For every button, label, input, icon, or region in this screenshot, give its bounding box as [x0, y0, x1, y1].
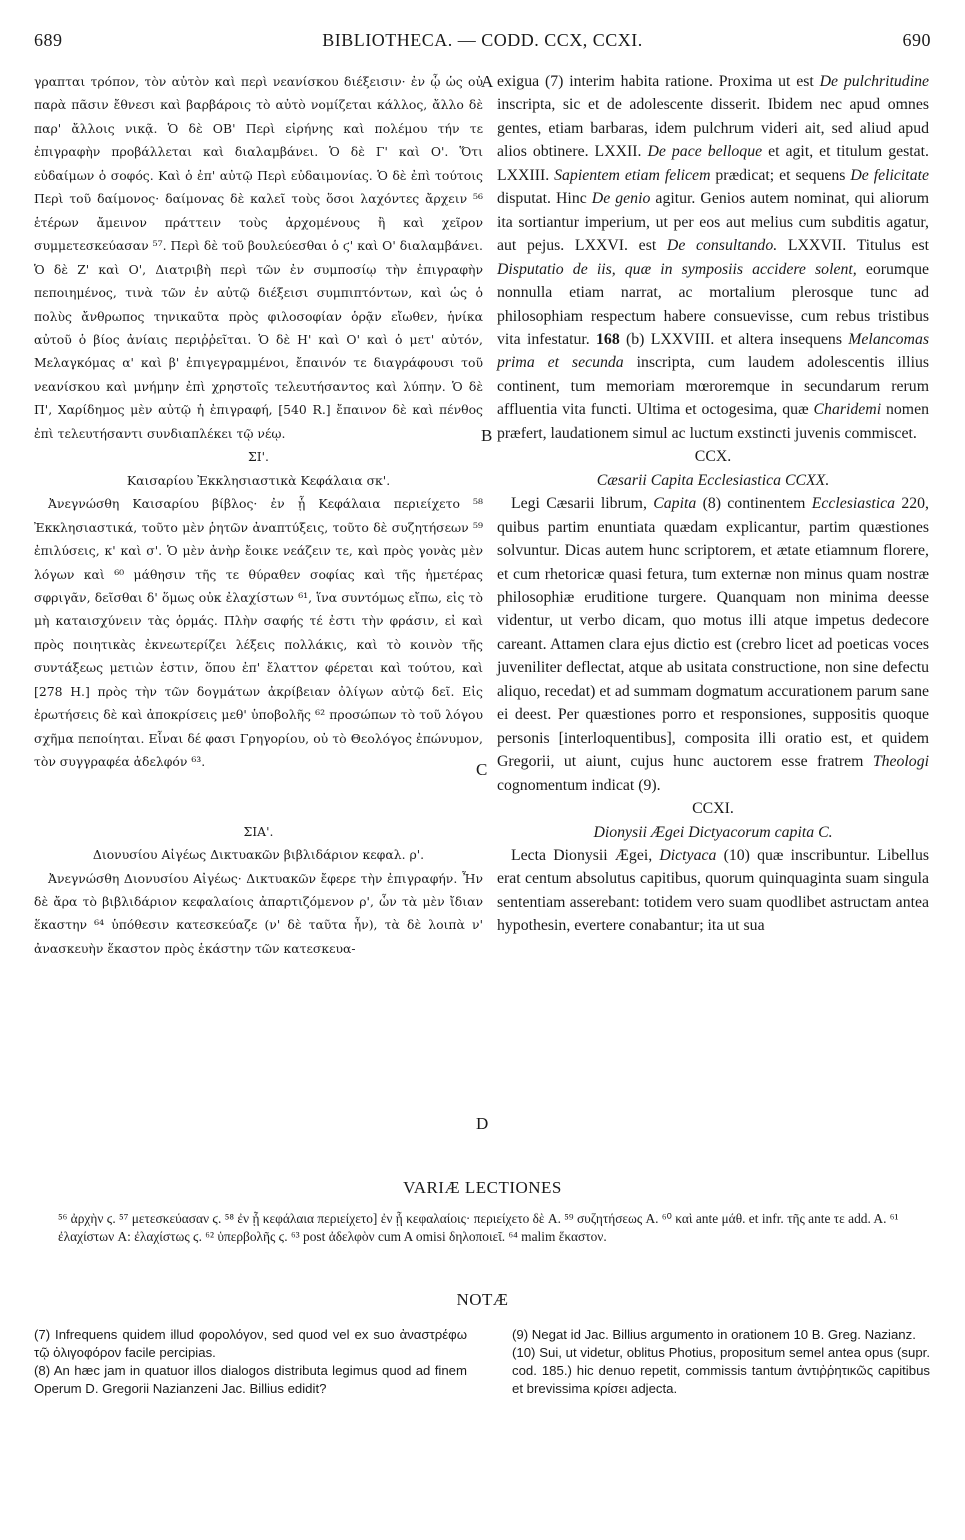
title-italic: De pace belloque	[647, 143, 763, 161]
title-italic: Dictyaca	[659, 846, 717, 864]
text-run: LXXVII. Titulus est	[777, 237, 929, 255]
title-italic: De felicitate	[850, 166, 929, 184]
greek-section-number-211: ΣΙΑ'.	[243, 823, 274, 839]
page-number-left: 689	[34, 30, 63, 50]
text-run: disputat. Hinc	[497, 190, 592, 208]
title-italic: Disputatio de iis, quæ in symposiis accidere solent,	[497, 260, 857, 278]
title-italic: De genio	[591, 190, 651, 208]
variae-lectiones-heading: VARIÆ LECTIONES	[403, 1178, 562, 1197]
latin-paragraph-2	[497, 492, 929, 797]
margin-marker-d: D	[476, 1114, 489, 1133]
greek-paragraph-3: Ἀνεγνώσθη Διονυσίου Αἰγέως· Δικτυακῶν ἔφερε τὴν ἐπιγραφήν. Ἦν δὲ ἄρα τὸ βιβλιδάριον κεφαλαίοις ἀπαρτιζόμενον ρ', ὧν τὰ μὲν ἴδιαν ἕκαστην ⁶⁴ ὑπόθεσιν κατεσκεύαζε (ν' δὲ ταῦτα ἦν), τὰ δὲ λοιπὰ ν' ἀνασκευὴν ἕκαστον πρὸς ἑκάστην τῶν κατεσκευα-	[34, 870, 483, 956]
greek-paragraph-2: Ἀνεγνώσθη Καισαρίου βίβλος· ἐν ᾗ Κεφάλαια περιείχετο ⁵⁸ Ἐκκλησιαστικά, τοῦτο μὲν ῥητῶν ἀναπτύξεις, τοῦτο δὲ συζητήσεων ⁵⁹ ἐπιλύσεις, κ' καὶ σ'. Ὁ μὲν ἀνὴρ ἔοικε νεάζειν τε, καὶ πρὸς γονὰς μὲν λόγων καὶ ⁶⁰ μάθησιν τῆς τε θύραθεν σοφίας καὶ τῆς ἡμετέρας σφριγᾶν, δεῖσθαι δ' ὅμως οὐκ ἐλαχίστων ⁶¹, ἵνα συντόμως εἴπω, εἰς τὸ μὴ καταισχύνειν τὰς ὁρμάς. Πλὴν σαφής τέ ἐστι τὴν φράσιν, εἰ καὶ πρὸς ποιητικὰς ἐκνεωτερίζει λέξεις πολλάκις, καὶ τὸ κοινὸν τῆς συντάξεως μετιὼν ἐστιν, ὅπου ἐπ' ἔλαττον φέρεται καὶ τούτου, καὶ [278 H.] πρὸς τὴν τῶν δογμάτων ἀκρίβειαν ὀλίγων αὐτῷ δεῖ. Εἰς ἐρωτήσεις δὲ καὶ ἀποκρίσεις μεθ' ὑποβολῆς ⁶² προσώπων τὸ τοῦ λόγου σχῆμα πεποίηται. Εἶναι δέ φασι Γρηγορίου, οὐ τὸ Θεολόγος ἐπώνυμον, τὸν συγγραφέα ἀδελφόν ⁶³.	[34, 496, 483, 770]
margin-marker-c: C	[476, 760, 488, 779]
title-italic: Sapientem etiam felicem	[554, 166, 711, 184]
text-run: nomen præfert, laudationem simul ac luctum exstincti juvenis commiscet.	[497, 401, 929, 442]
greek-section-number-210: ΣΙ'.	[248, 449, 269, 465]
page-number-right: 690	[902, 30, 931, 50]
text-run: eorumque nonnulla etiam narrat, ac mortalium plerosque tunc ad philosophiam respectum habere consuevisse, cum rebus tristibus vita infestatur.	[497, 260, 929, 348]
running-title: BIBLIOTHECA. — CODD. CCX, CCXI.	[322, 30, 643, 50]
page-header	[34, 30, 931, 60]
notes-left-column	[34, 1326, 467, 1398]
text-run: et agit, et titulum gestat. LXXIII.	[497, 143, 929, 184]
greek-section-title-210: Καισαρίου Ἐκκλησιαστικὰ Κεφάλαια σκ'.	[126, 472, 391, 488]
title-italic: Capita	[653, 495, 697, 513]
note-9: (9) Negat id Jac. Billius argumento in orationem 10 B. Greg. Nazianz.	[512, 1327, 916, 1342]
text-run: cognomentum indicat (9).	[497, 776, 661, 794]
variae-lectiones-body: ⁵⁶ ἀρχὴν ϛ. ⁵⁷ μετεσκεύασαν ϛ. ⁵⁸ ἐν ᾗ κεφάλαια περιείχετο] ἐν ᾗ κεφαλαίοις· περιείχετο δὲ A. ⁵⁹ συζητήσεως A. ⁶⁰ καὶ ante μάθ. et infr. τῆς ante τε add. A. ⁶¹ ἐλαχίστων A: ἐλαχίστως ϛ. ⁶² ὑπερβολῆς ϛ. ⁶³ post ἀδελφὸν cum A omisi δηλοποιεῖ. ⁶⁴ malim ἕκαστον.	[58, 1211, 899, 1244]
margin-marker-b: B	[481, 426, 493, 445]
text-run: (b) LXXVIII. et altera insequens	[619, 330, 849, 348]
greek-section-title-211: Διονυσίου Αἰγέως Δικτυακῶν βιβλιδάριον κεφαλ. ρ'.	[92, 847, 425, 863]
text-run: prædicat; et sequens	[710, 166, 851, 184]
greek-column	[34, 70, 483, 960]
title-italic: De pulchritudine	[819, 73, 929, 90]
text-run: (8) continentem	[696, 495, 812, 513]
latin-column	[497, 70, 929, 938]
title-italic: De consultando.	[666, 237, 778, 255]
greek-paragraph-1: γραπται τρόπον, τὸν αὐτὸν καὶ περὶ νεανίσκου διέξεισιν· ἐν ᾧ ὡς οὐ παρὰ πᾶσιν ἔθνεσι καὶ βαρβάροις τὸ αὐτὸ νομίζεται κάλλος, ἄλλο δὲ παρ' ἄλλοις νικᾷ. Ὁ δὲ ΟΒ' Περὶ εἰρήνης καὶ πολέμου τήν τε ἐπιγραφὴν προβάλλεται καὶ διαλαμβάνει. Ὁ δὲ Γ' καὶ Ο'. Ὅτι εὐδαίμων ὁ σοφός. Καὶ ὁ ἐπ' αὐτῷ Περὶ εὐδαιμονίας. Ὁ δὲ ἐπὶ τούτοις Περὶ τοῦ δαίμονος· δαίμονας δὲ καλεῖ τοὺς ὅσοι λαχόντες ἄρχειν ⁵⁶ ἑτέρων ἄμεινον πράττειν τοὺς ἀρχομένους ἢ καὶ χεῖρον συμμετεσκεύασαν ⁵⁷. Περὶ δὲ τοῦ βουλεύεσθαι ὁ ϛ' καὶ Ο' διαλαμβάνει. Ὁ δὲ Ζ' καὶ Ο', Διατριβὴ περὶ τῶν ἐν συμποσίῳ τὴν ἐπιγραφὴν πεποιημένος, τινὰ τῶν ἐν αὐτῷ διέξεισι συμπιπτόντων, καὶ ὡς ὁ πολὺς ἄνθρωπος τηνικαῦτα πρὸς φιλοσοφίαν ὁρᾷν εἴωθεν, ἡνίκα αὐτοῦ ὁ βίος ἀνίαις περιῤῥεῖται. Ὁ δὲ Η' καὶ Ο' καὶ ὁ μετ' αὐτόν, Μελαγκόμας α' καὶ β' ἐπιγεγραμμένοι, ἔπαινόν τε διαγράφουσι τοῦ νεανίσκου καὶ μνήμην ἐπὶ χρηστοῖς τελευτήσαντος καὶ λύπην. Ὁ δὲ Π', Χαρίδημος μὲν αὐτῷ ἡ ἐπιγραφή, [540 R.] ἔπαινον δὲ καὶ πένθος ἐπὶ τελευτήσαντι συνδιαπλέκει τῷ νέῳ.	[34, 74, 483, 441]
text-run: 220, quibus partim enuntiata quædam explicantur, partim quæstiones solvuntur. Dicas autem hunc scriptorem, et ætate etiamnum florere, et cum rhetoricæ quasi fetura, tum externæ non minus quam nostræ philosophiæ eruditione turgere. Quanquam non minima deesse videntur, ut verbo dicam, quo motus illi atque impetus dedecore careant. Attamen clara ejus dictio est (crebro licet ad poeticas voces juveniliter deflectat, atque ab usitata constructione, non sine defectu aliquo, recedat) et ad summam dogmatum accurationem parum sane ei deest. Per quæstiones porro et responsiones, suppositis quoque personis [interloquentibus], composita illi oratio est, et quidem Gregorii, ut aiunt, cujus hunc auctorem esse fratrem	[497, 495, 930, 771]
text-run: agitur. Genios autem nominat, qui aliorum ita sortiantur imperium, ut per eos aut melius cum subditis agatur, aut pejus. LXXVI. est	[497, 190, 930, 255]
notae-heading: NOTÆ	[456, 1290, 509, 1309]
title-italic: Charidemi	[813, 401, 882, 419]
notes-right-column	[512, 1326, 930, 1398]
note-7: (7) Infrequens quidem illud φορολόγον, sed quod vel ex suo ἀναστρέφω τῷ ὀλιγοφόρον facile percipias.	[34, 1327, 467, 1360]
latin-paragraph-1	[497, 70, 929, 445]
margin-marker-a: A	[481, 72, 494, 91]
latin-paragraph-3	[497, 844, 929, 938]
text-run: Lecta Dionysii Ægei,	[511, 846, 660, 864]
note-8: (8) An hæc jam in quatuor illos dialogos distributa legimus quod ad finem Operum D. Gregorii Nazianzeni Jac. Billius edidit?	[34, 1363, 467, 1396]
spacer	[34, 774, 483, 820]
latin-section-title-211: Dionysii Ægei Dictyacorum capita C.	[593, 823, 833, 841]
title-italic: Ecclesiastica	[811, 495, 896, 513]
text-run: inscripta, sic et de adolescente disserit. Ibidem nec apud omnes gentes, etiam barbaras, idem pulchrum videri ait, sed aliud apud alios obtinere. LXXII.	[497, 96, 929, 161]
variae-lectiones-text	[58, 1210, 916, 1246]
note-10: (10) Sui, ut videtur, oblitus Photius, propositum semel antea opus (supr. cod. 185.) hic denuo repetit, commissis tantum ἀντιῤῥητικῶς capitibus et brevissima κρίσει adjecta.	[512, 1345, 930, 1396]
title-italic: Theologi	[872, 753, 929, 771]
text-run: Legi Cæsarii librum,	[511, 495, 654, 513]
title-italic: Melancomas prima et secunda	[497, 330, 929, 372]
latin-section-number-210: CCX.	[694, 448, 732, 466]
latin-section-number-211: CCXI.	[692, 800, 734, 818]
latin-section-title-210: Cæsarii Capita Ecclesiastica CCXX.	[596, 471, 830, 489]
column-number: 168	[596, 330, 620, 348]
text-run: inscripta, cum laudem adolescentis illius continent, tum memoriam mœroremque in secundarum rerum affluentia vita functi. Ultima et octogesima, quæ	[497, 354, 929, 419]
text-run: exigua (7) interim habita ratione. Proxima ut est	[497, 73, 820, 90]
text-run: (10) quæ inscribuntur. Libellus erat centum absolutus capitibus, quorum quinquaginta suam singula sententiam asserebant: totidem vero suam quodlibet astructam antea hypothesin, evertere conabantur; ita ut sua	[497, 846, 929, 935]
